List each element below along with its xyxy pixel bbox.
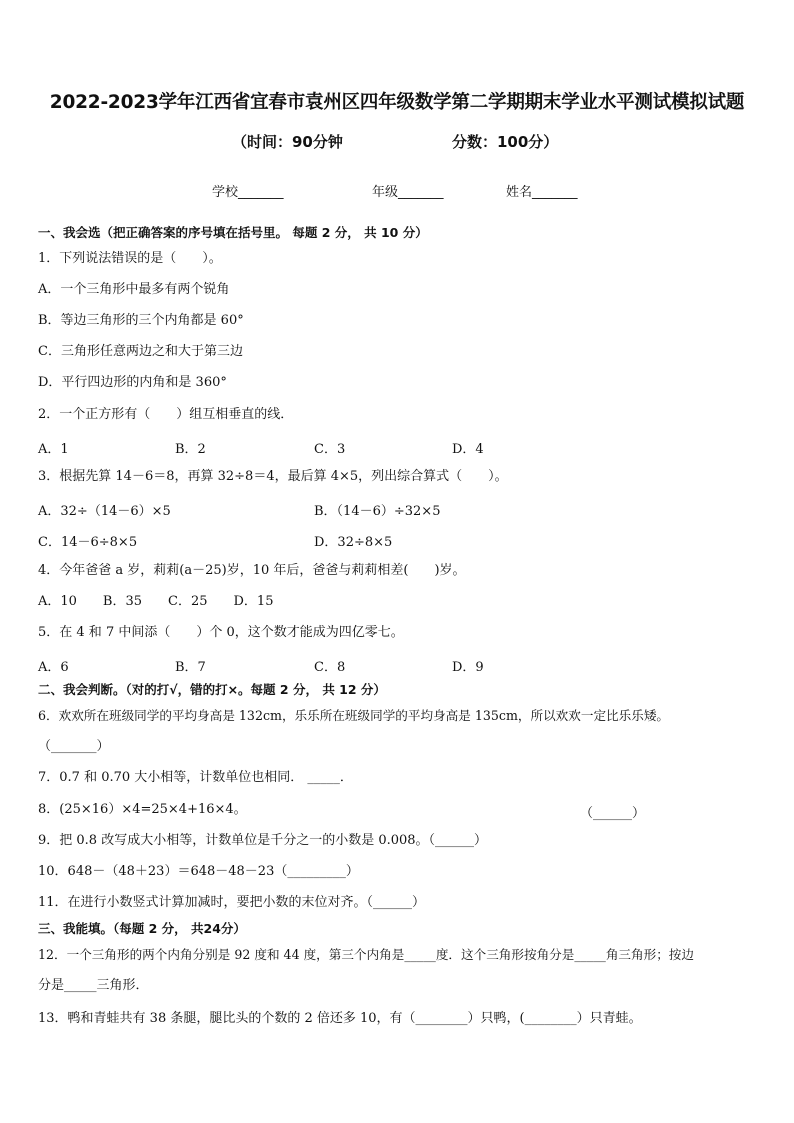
q11-stem: 11．在进行小数竖式计算加减时，要把小数的末位对齐。（______） xyxy=(38,895,426,910)
q2-option-b: B．2 xyxy=(175,442,206,457)
q12-line-1: 12．一个三角形的两个内角分别是 92 度和 44 度，第三个内角是_____度．这个三角形按角分是_____角三角形；按边 xyxy=(38,947,694,962)
exam-score: 分数：100分） xyxy=(452,133,559,151)
q2-option-c: C．3 xyxy=(314,442,346,457)
q10-stem: 10．648－（48＋23）＝648－48－23（_________） xyxy=(38,864,359,879)
q9-stem: 9．把 0.8 改写成大小相等，计数单位是千分之一的小数是 0.008。（______） xyxy=(38,833,488,848)
q1-stem: 1．下列说法错误的是（ ）。 xyxy=(38,251,222,266)
q8-answer-blank[interactable]: （______） xyxy=(580,806,646,821)
q1-option-b: B．等边三角形的三个内角都是 60° xyxy=(38,313,244,328)
q4-stem: 4．今年爸爸 a 岁，莉莉(a－25)岁，10 年后，爸爸与莉莉相差( )岁。 xyxy=(38,563,466,578)
q6-stem: 6．欢欢所在班级同学的平均身高是 132cm，乐乐所在班级同学的平均身高是 135cm，所以欢欢一定比乐乐矮。 xyxy=(38,708,670,723)
q6-answer-blank[interactable]: （_______） xyxy=(38,739,110,754)
q3-option-d: D．32÷8×5 xyxy=(314,535,393,550)
q5-stem: 5．在 4 和 7 中间添（ ）个 0，这个数才能成为四亿零七。 xyxy=(38,625,404,640)
q1-option-c: C．三角形任意两边之和大于第三边 xyxy=(38,344,243,359)
q5-option-b: B．7 xyxy=(175,660,206,675)
q2-option-a: A．1 xyxy=(38,442,69,457)
q2-stem: 2．一个正方形有（ ）组互相垂直的线． xyxy=(38,407,294,422)
q3-option-a: A．32÷（14－6）×5 xyxy=(38,504,171,519)
q7-stem: 7．0.7 和 0.70 大小相等，计数单位也相同． _____． xyxy=(38,770,353,785)
q1-option-d: D．平行四边形的内角和是 360° xyxy=(38,375,227,390)
q12-line-2: 分是_____三角形． xyxy=(38,978,149,993)
exam-time: （时间：90分钟 xyxy=(232,133,343,151)
q5-option-c: C．8 xyxy=(314,660,346,675)
q4-options: A．10 B．35 C．25 D．15 xyxy=(38,594,274,609)
school-field: 学校_______ xyxy=(212,185,284,200)
q3-stem: 3．根据先算 14－6＝8，再算 32÷8＝4，最后算 4×5，列出综合算式（ ）。 xyxy=(38,469,508,484)
q5-option-d: D．9 xyxy=(452,660,484,675)
q2-option-d: D．4 xyxy=(452,442,484,457)
q3-option-b: B．（14－6）÷32×5 xyxy=(314,504,441,519)
name-field: 姓名_______ xyxy=(506,185,578,200)
q13-stem: 13．鸭和青蛙共有 38 条腿，腿比头的个数的 2 倍还多 10，有（________）只鸭，(________）只青蛙。 xyxy=(38,1011,642,1026)
grade-field: 年级_______ xyxy=(372,185,444,200)
exam-title: 2022-2023学年江西省宜春市袁州区四年级数学第二学期期末学业水平测试模拟试题 xyxy=(49,92,745,113)
q8-stem: 8．(25×16）×4=25×4+16×4。 xyxy=(38,802,247,817)
q3-option-c: C．14－6÷8×5 xyxy=(38,535,138,550)
section-2-heading: 二、我会判断。（对的打√，错的打×。每题 2 分， 共 12 分） xyxy=(38,682,386,697)
q1-option-a: A．一个三角形中最多有两个锐角 xyxy=(38,282,230,297)
section-1-heading: 一、我会选（把正确答案的序号填在括号里。 每题 2 分， 共 10 分） xyxy=(38,225,428,240)
section-3-heading: 三、我能填。（每题 2 分， 共24分） xyxy=(38,921,246,936)
q5-option-a: A．6 xyxy=(38,660,69,675)
